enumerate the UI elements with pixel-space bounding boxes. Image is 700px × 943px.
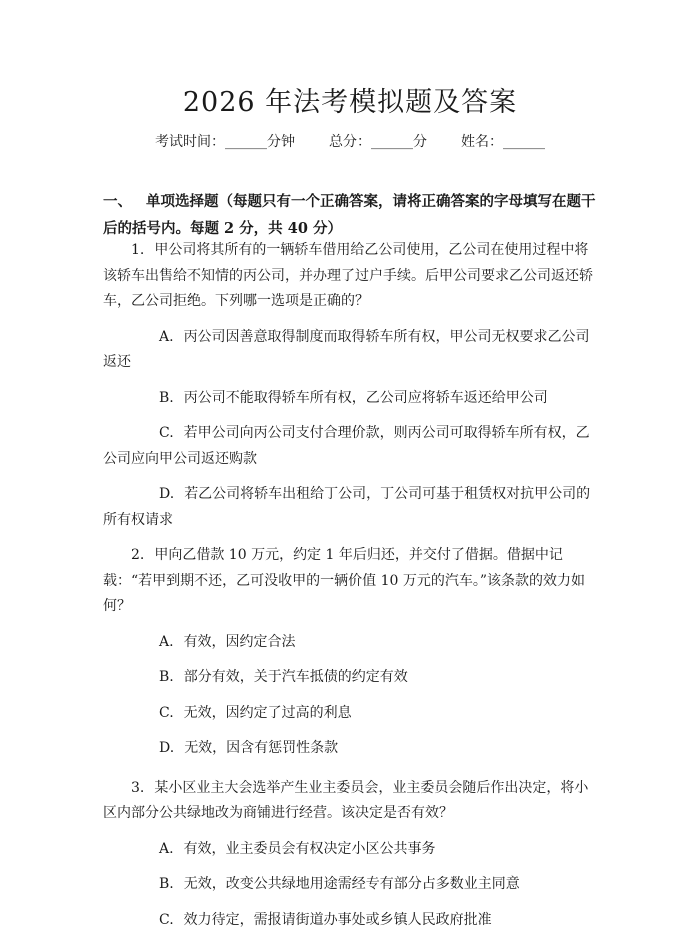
question-list <box>103 238 601 943</box>
question-number: 2. <box>131 547 145 563</box>
question-number: 1. <box>131 242 145 258</box>
question-text: 甲向乙借款 10 万元，约定 1 年后归还，并交付了借据。借据中记载：“若甲到期不还，乙可没收甲的一辆价值 10 万元的汽车。”该条款的效力如何？ <box>103 547 586 614</box>
answer-option <box>103 421 601 472</box>
answer-option <box>103 482 601 533</box>
section-title: 单项选择题（每题只有一个正确答案，请将正确答案的字母填写在题干后的括号内。每题 2 分，共 40 分） <box>103 193 596 237</box>
answer-option <box>103 872 601 898</box>
option-text: 无效，因含有惩罚性条款 <box>184 740 339 756</box>
section-heading <box>103 188 603 242</box>
option-letter: C. <box>159 911 174 928</box>
question-stem <box>103 776 601 827</box>
exam-time-field: 考试时间：______分钟 <box>155 134 295 150</box>
option-letter: B. <box>159 876 174 892</box>
answer-option <box>103 908 601 934</box>
option-letter: C. <box>159 425 174 441</box>
option-text: 效力待定，需报请街道办事处或乡镇人民政府批准 <box>183 911 492 928</box>
option-text: 部分有效，关于汽车抵债的约定有效 <box>183 669 408 685</box>
answer-option <box>103 736 601 762</box>
question-number: 3. <box>131 779 145 796</box>
answer-option <box>103 665 601 691</box>
option-text: 无效，改变公共绿地用途需经专有部分占多数业主同意 <box>183 876 520 892</box>
option-text: 有效，因约定合法 <box>183 633 296 650</box>
exam-info-line <box>0 131 700 151</box>
question-stem <box>103 543 601 620</box>
question-text: 甲公司将其所有的一辆轿车借用给乙公司使用，乙公司在使用过程中将该轿车出售给不知情的丙公司，并办理了过户手续。后甲公司要求乙公司返还轿车，乙公司拒绝。下列哪一选项是正确的？ <box>103 242 593 309</box>
answer-option <box>103 701 601 727</box>
option-text: 丙公司不能取得轿车所有权，乙公司应将轿车返还给甲公司 <box>183 389 548 406</box>
answer-option <box>103 386 601 412</box>
option-letter: D. <box>159 740 175 756</box>
option-letter: A. <box>159 328 174 345</box>
option-letter: C. <box>159 704 174 721</box>
option-letter: A. <box>159 633 174 650</box>
name-field: 姓名：______ <box>461 134 545 150</box>
option-text: 有效，业主委员会有权决定小区公共事务 <box>183 840 436 857</box>
answer-option <box>103 325 601 376</box>
option-text: 丙公司因善意取得制度而取得轿车所有权，甲公司无权要求乙公司返还 <box>103 328 590 370</box>
page-title: 2026 年法考模拟题及答案 <box>182 87 518 118</box>
option-letter: D. <box>159 486 175 502</box>
option-text: 若甲公司向丙公司支付合理价款，则丙公司可取得轿车所有权，乙公司应向甲公司返还购款 <box>103 425 590 467</box>
question-text: 某小区业主大会选举产生业主委员会，业主委员会随后作出决定，将小区内部分公共绿地改为商铺进行经营。该决定是否有效？ <box>103 779 589 821</box>
question-stem <box>103 238 601 315</box>
option-letter: B. <box>159 389 174 406</box>
option-letter: A. <box>159 840 174 857</box>
section-number: 一、 <box>103 193 132 210</box>
option-letter: B. <box>159 669 174 685</box>
total-score-field: 总分：______分 <box>329 134 427 150</box>
answer-option <box>103 837 601 863</box>
option-text: 无效，因约定了过高的利息 <box>183 704 352 721</box>
option-text: 若乙公司将轿车出租给丁公司，丁公司可基于租赁权对抗甲公司的所有权请求 <box>103 486 591 528</box>
answer-option <box>103 630 601 656</box>
